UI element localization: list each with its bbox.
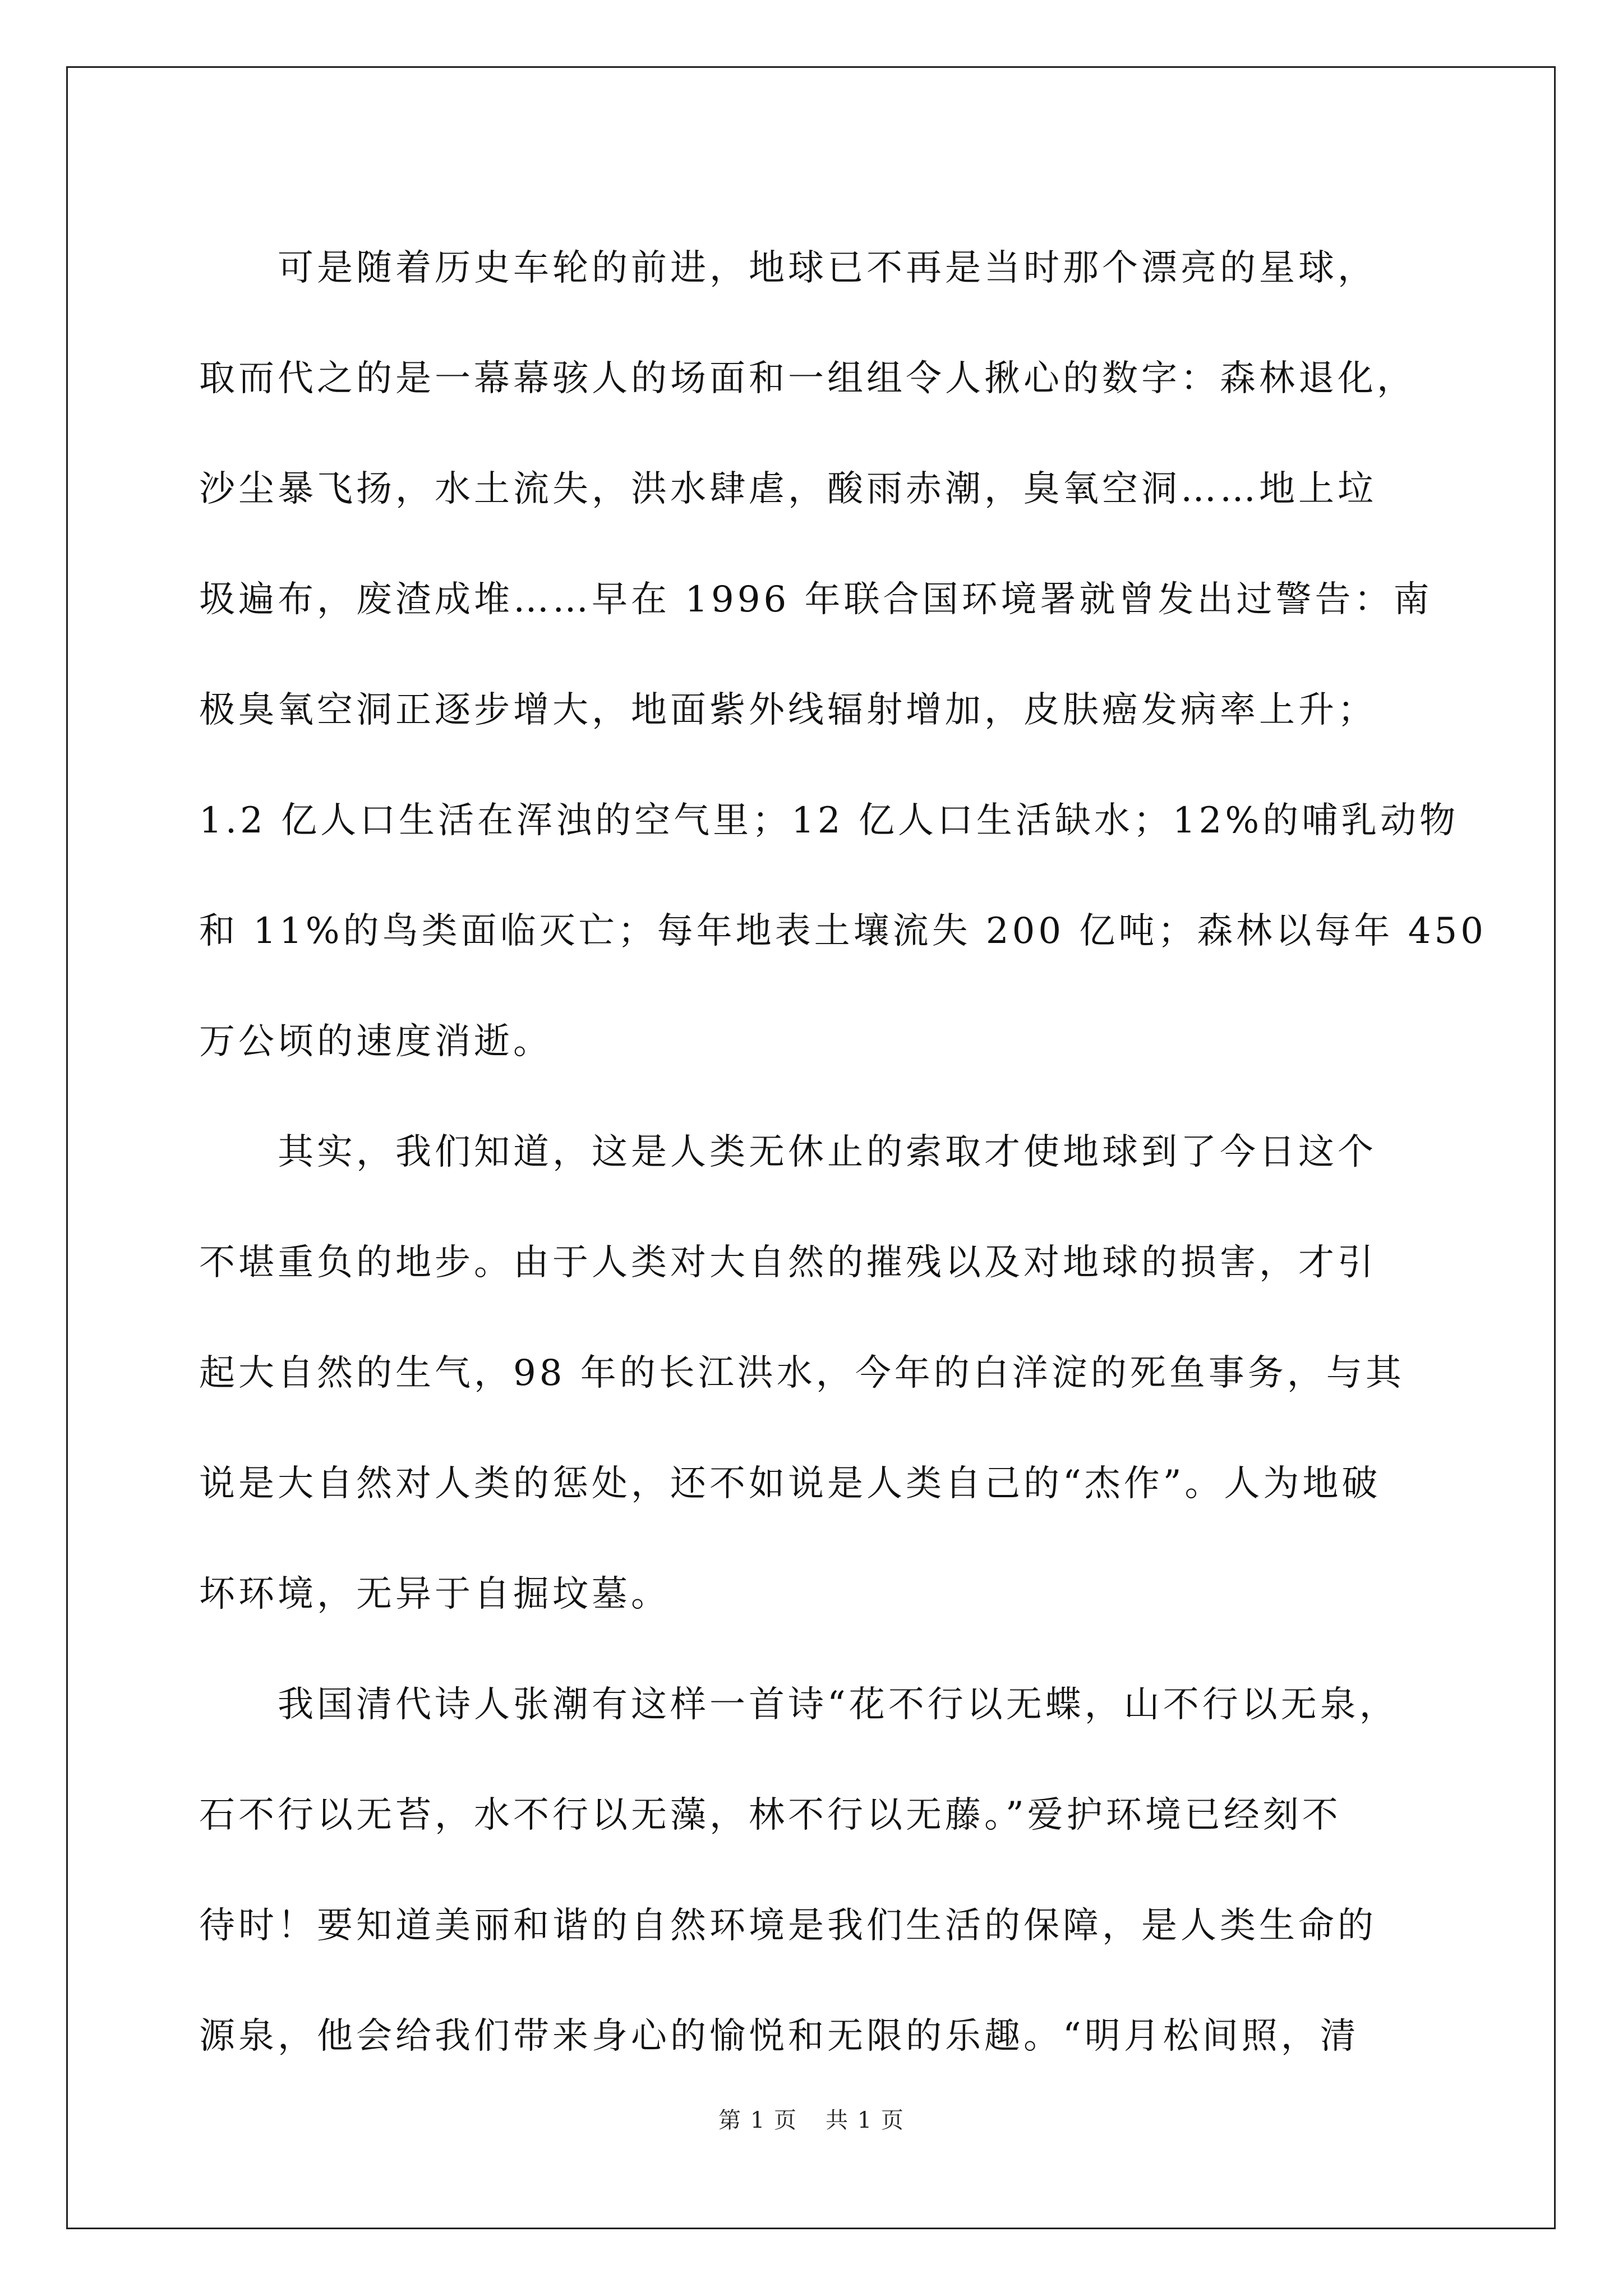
text-line: 石不行以无苔，水不行以无藻，林不行以无藤。”爱护环境已经刻不 [199,1795,1341,1836]
text-line: 起大自然的生气，98 年的长江洪水，今年的白洋淀的死鱼事务，与其 [199,1352,1405,1394]
text-line: 说是大自然对人类的惩处，还不如说是人类自己的“杰作”。人为地破 [199,1463,1381,1504]
text-line: 圾遍布，废渣成堆……早在 1996 年联合国环境署就曾发出过警告：南 [199,579,1433,620]
text-line: 我国清代诗人张潮有这样一首诗“花不行以无蝶，山不行以无泉， [199,1684,1399,1726]
text-line: 待时！要知道美丽和谐的自然环境是我们生活的保障，是人类生命的 [199,1905,1377,1947]
text-line: 不堪重负的地步。由于人类对大自然的摧残以及对地球的损害，才引 [199,1242,1377,1283]
text-line: 取而代之的是一幕幕骇人的场面和一组组令人揪心的数字：森林退化， [199,358,1416,399]
text-line: 极臭氧空洞正逐步增大，地面紫外线辐射增加，皮肤癌发病率上升； [199,689,1377,731]
document-body [199,213,1487,2092]
text-line: 可是随着历史车轮的前进，地球已不再是当时那个漂亮的星球， [199,247,1377,289]
page-number: 第 1 页 [718,2108,797,2133]
text-line: 其实，我们知道，这是人类无休止的索取才使地球到了今日这个 [199,1131,1377,1173]
text-line: 和 11%的鸟类面临灭亡；每年地表土壤流失 200 亿吨；森林以每年 450 [199,910,1487,952]
text-line: 沙尘暴飞扬，水土流失，洪水肆虐，酸雨赤潮，臭氧空洞……地上垃 [199,468,1377,510]
text-line: 坏环境，无异于自掘坟墓。 [199,1573,670,1615]
text-line: 1.2 亿人口生活在浑浊的空气里；12 亿人口生活缺水；12%的哺乳动物 [199,800,1459,841]
text-line: 源泉，他会给我们带来身心的愉悦和无限的乐趣。“明月松间照，清 [199,2016,1359,2057]
page-footer [0,2104,1623,2137]
text-line: 万公顷的速度消逝。 [199,1021,552,1062]
page-total: 共 1 页 [826,2108,905,2133]
